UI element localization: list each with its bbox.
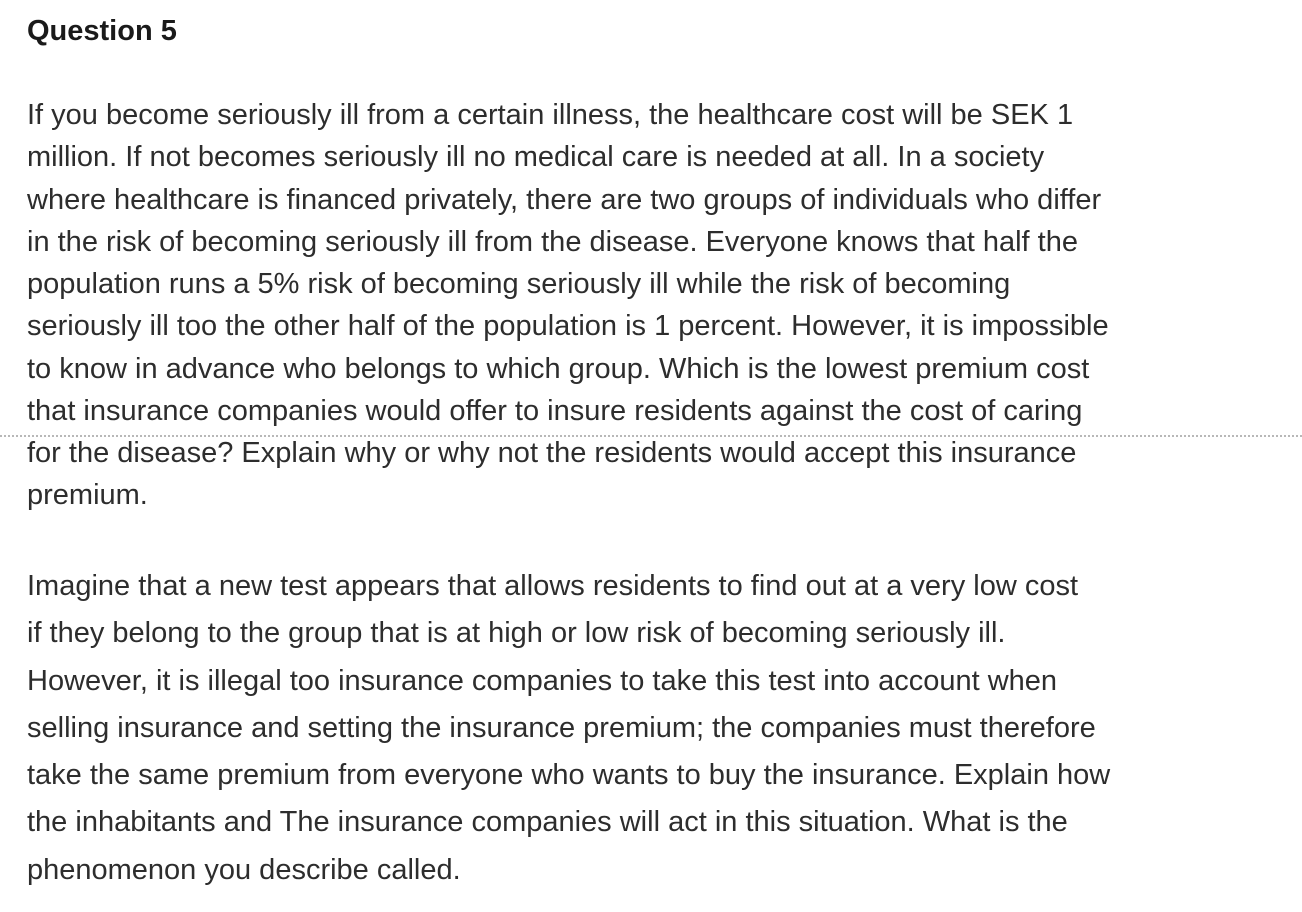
paragraph-line: population runs a 5% risk of becoming seriously ill while the risk of becoming <box>27 268 1011 300</box>
paragraph-line: for the disease? Explain why or why not the residents would accept this insurance <box>27 437 1077 469</box>
paragraph-line: If you become seriously ill from a certain illness, the healthcare cost will be SEK 1 <box>27 99 1074 131</box>
paragraph-line: take the same premium from everyone who wants to buy the insurance. Explain how <box>27 759 1111 792</box>
question-paragraph-2 <box>27 563 1287 894</box>
question-paragraph-1 <box>27 94 1287 517</box>
question-title: Question 5 <box>27 15 177 47</box>
paragraph-line: to know in advance who belongs to which group. Which is the lowest premium cost <box>27 352 1090 385</box>
paragraph-line: million. If not becomes seriously ill no medical care is needed at all. In a society <box>27 141 1045 174</box>
paragraph-line: phenomenon you describe called. <box>27 853 461 886</box>
paragraph-line: in the risk of becoming seriously ill from the disease. Everyone knows that half the <box>27 225 1078 258</box>
paragraph-line: However, it is illegal too insurance companies to take this test into account when <box>27 664 1058 697</box>
paragraph-line: if they belong to the group that is at high or low risk of becoming seriously ill. <box>27 617 1006 650</box>
paragraph-line: that insurance companies would offer to insure residents against the cost of caring <box>27 394 1083 427</box>
dotted-divider <box>0 435 1302 437</box>
paragraph-line: seriously ill too the other half of the population is 1 percent. However, it is impossible <box>27 310 1109 343</box>
paragraph-line: Imagine that a new test appears that allows residents to find out at a very low cost <box>27 570 1079 602</box>
paragraph-line: where healthcare is financed privately, there are two groups of individuals who differ <box>27 183 1102 216</box>
paragraph-line: selling insurance and setting the insurance premium; the companies must therefore <box>27 711 1096 744</box>
paragraph-line: premium. <box>27 479 148 512</box>
paragraph-line: the inhabitants and The insurance companies will act in this situation. What is the <box>27 806 1068 839</box>
